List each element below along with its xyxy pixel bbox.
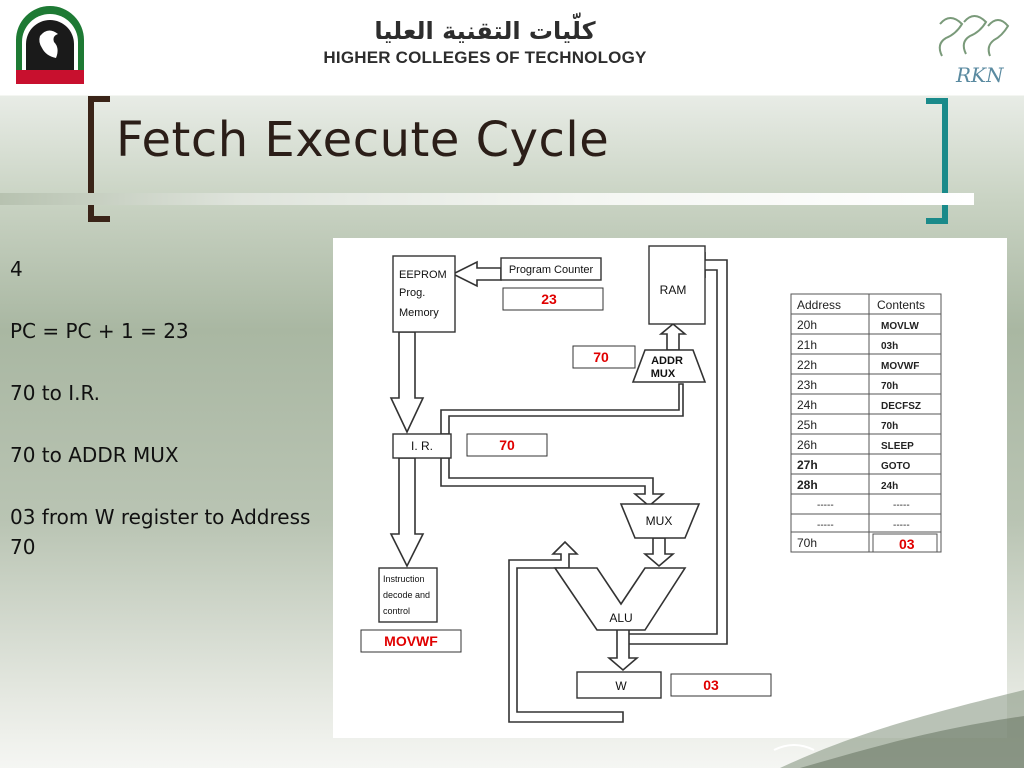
table-cell: DECFSZ [881, 401, 921, 412]
w-value-box [671, 674, 771, 696]
table-cell-highlight: 03 [899, 536, 915, 552]
program-counter-label: Program Counter [508, 264, 594, 276]
bullet-item: PC = PC + 1 = 23 [10, 319, 189, 343]
addr-mux-value: 70 [593, 349, 609, 365]
table-cell: 24h [881, 481, 899, 492]
ir-value: 70 [499, 437, 515, 453]
table-cell: ----- [817, 520, 834, 531]
header-bar [0, 0, 1024, 95]
slide-title: Fetch Execute Cycle [116, 112, 610, 168]
table-cell: 22h [797, 358, 818, 372]
table-cell: 20h [797, 318, 818, 332]
table-cell: MOVWF [881, 361, 920, 372]
table-cell: ----- [893, 520, 910, 531]
title-bracket-right [926, 98, 948, 224]
table-cell: 27h [797, 458, 818, 472]
table-cell: 24h [797, 398, 818, 412]
ir-label: I. R. [410, 439, 434, 453]
decode-label: decode and [383, 590, 431, 600]
table-cell: 23h [797, 378, 818, 392]
college-name-arabic: كلّيات التقنية العليا [374, 17, 596, 45]
w-register-label: W [615, 679, 627, 693]
table-cell: SLEEP [881, 441, 914, 452]
eeprom-label: Memory [399, 307, 439, 319]
decode-label: control [383, 606, 411, 616]
pc-value: 23 [541, 291, 557, 307]
bullet-item: 70 to I.R. [10, 381, 101, 405]
w-value: 03 [703, 677, 719, 693]
decode-value: MOVWF [384, 633, 438, 649]
bullet-list [10, 254, 328, 594]
table-header: Contents [877, 298, 926, 312]
table-cell: 28h [797, 478, 818, 492]
table-cell: 25h [797, 418, 818, 432]
rkn-logo-icon [926, 4, 1018, 90]
bullet-item: 70 to ADDR MUX [10, 443, 179, 467]
table-cell: 26h [797, 438, 818, 452]
table-cell: 70h [797, 536, 818, 550]
table-cell: 70h [881, 421, 899, 432]
alu-label: ALU [609, 611, 633, 625]
decorative-swirl [760, 620, 1024, 768]
table-cell: 70h [881, 381, 899, 392]
table-cell: 21h [797, 338, 818, 352]
table-cell: GOTO [881, 461, 911, 472]
table-cell: ----- [817, 500, 834, 511]
eeprom-label: Prog. [399, 287, 426, 299]
mux-label: MUX [645, 514, 673, 528]
college-name-english: HIGHER COLLEGES OF TECHNOLOGY [323, 48, 647, 67]
decode-label: Instruction [383, 574, 425, 584]
bullet-item: 4 [10, 257, 23, 281]
title-underline [0, 193, 974, 205]
college-name [300, 16, 670, 78]
eeprom-label: EEPROM [399, 269, 447, 281]
ram-label: RAM [659, 283, 687, 297]
table-header: Address [797, 298, 842, 312]
addr-mux-label: ADDR [651, 355, 683, 367]
table-cell: MOVLW [881, 321, 919, 332]
svg-text:RKN: RKN [956, 63, 1004, 87]
addr-mux-label: MUX [650, 368, 676, 380]
table-cell: 03h [881, 341, 899, 352]
bullet-item: 03 from W register to Address 70 [10, 505, 311, 559]
hct-emblem-icon [10, 6, 90, 86]
table-cell: ----- [893, 500, 910, 511]
